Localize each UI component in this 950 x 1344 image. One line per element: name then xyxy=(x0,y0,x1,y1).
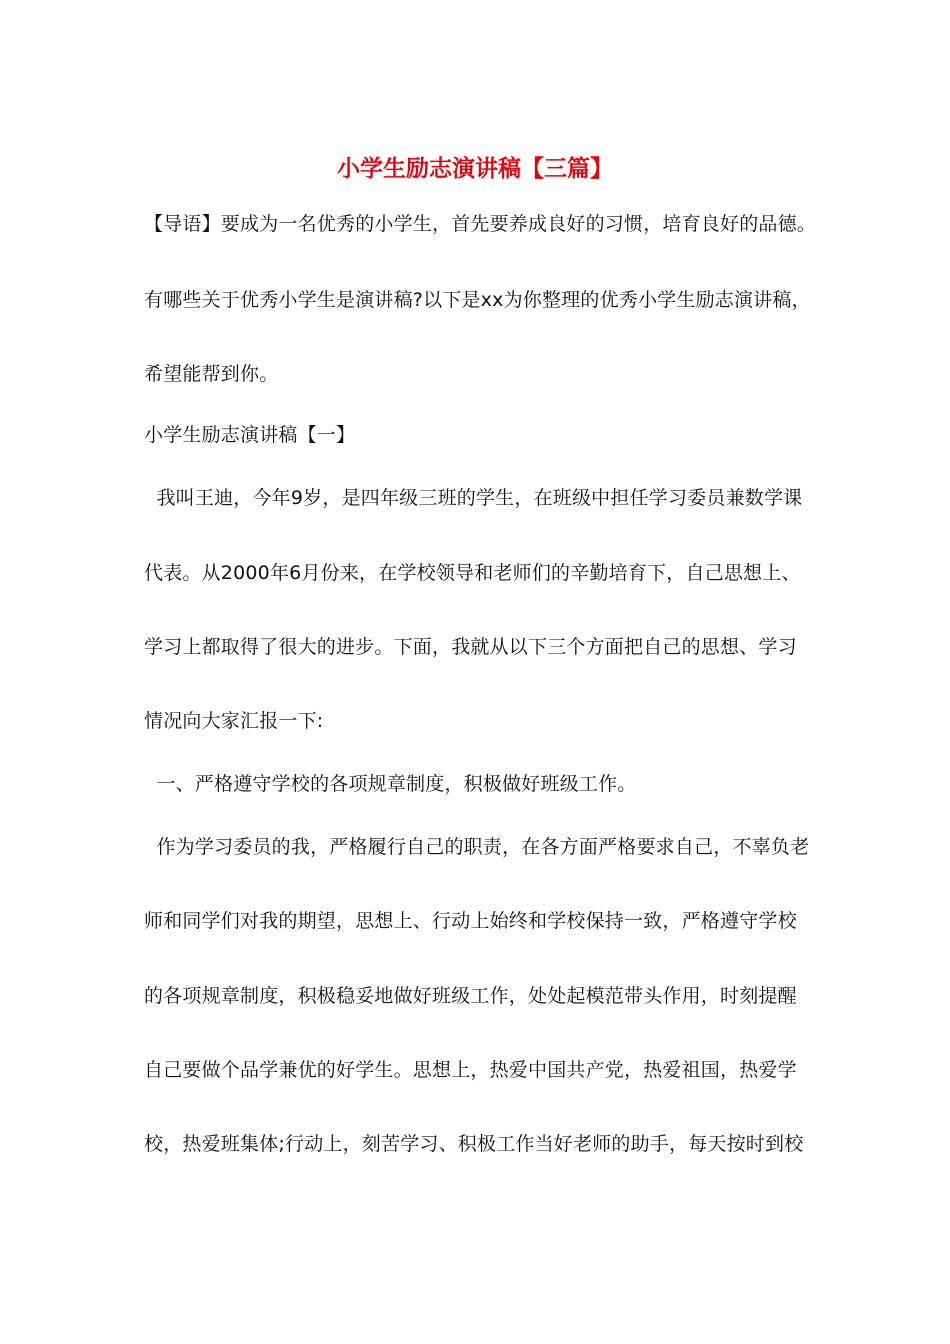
body-line-7: 师和同学们对我的期望，思想上、行动上始终和学校保持一致，严格遵守学校 xyxy=(144,910,797,932)
intro-line-1: 【导语】要成为一名优秀的小学生，首先要养成良好的习惯，培育良好的品德。 xyxy=(144,213,817,235)
body-line-10: 校，热爱班集体;行动上，刻苦学习、积极工作当好老师的助手，每天按时到校 xyxy=(144,1133,804,1155)
body-line-2: 代表。从2000年6月份来，在学校领导和老师们的辛勤培育下，自己思想上、 xyxy=(144,562,801,584)
body-line-8: 的各项规章制度，积极稳妥地做好班级工作，处处起模范带头作用，时刻提醒 xyxy=(144,985,797,1007)
body-line-9: 自己要做个品学兼优的好学生。思想上，热爱中国共产党，热爱祖国，热爱学 xyxy=(144,1059,797,1081)
document-title: 小学生励志演讲稿【三篇】 xyxy=(337,156,613,182)
body-line-3: 学习上都取得了很大的进步。下面，我就从以下三个方面把自己的思想、学习 xyxy=(144,636,797,658)
intro-line-3: 希望能帮到你。 xyxy=(144,363,279,385)
body-line-6: 作为学习委员的我，严格履行自己的职责，在各方面严格要求自己，不辜负老 xyxy=(144,836,810,858)
body-line-5: 一、严格遵守学校的各项规章制度，积极做好班级工作。 xyxy=(144,773,637,795)
body-line-4: 情况向大家汇报一下: xyxy=(144,710,324,732)
intro-line-2: 有哪些关于优秀小学生是演讲稿?以下是xx为你整理的优秀小学生励志演讲稿， xyxy=(144,289,811,311)
section-heading-1: 小学生励志演讲稿【一】 xyxy=(144,424,356,446)
body-line-1: 我叫王迪，今年9岁，是四年级三班的学生，在班级中担任学习委员兼数学课 xyxy=(144,487,803,509)
